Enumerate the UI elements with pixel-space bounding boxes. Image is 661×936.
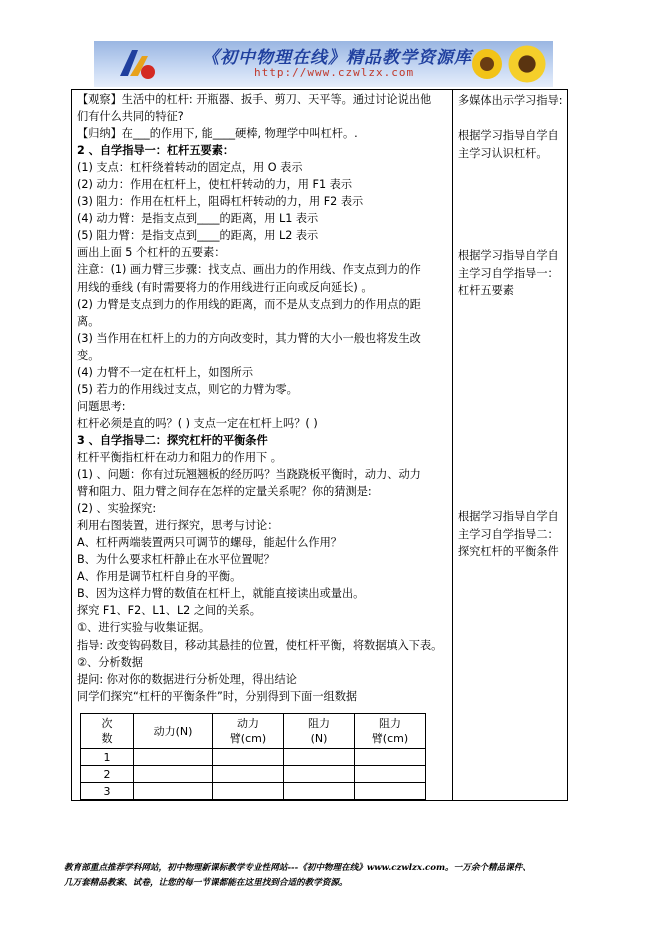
text-line: (4) 力臂不一定在杠杆上，如图所示 [77,365,254,379]
banner-title: 《初中物理在线》精品教学资源库 [202,48,472,68]
text-line: 同学们探究“杠杆的平衡条件”时，分别得到下面一组数据 [77,689,358,703]
side-note: 根据学习指导自学自主学习自学指导二：探究杠杆的平衡条件 [458,510,559,558]
text-line: (2) 力臂是支点到力的作用线的距离，而不是从支点到力的作用点的距 [77,297,421,311]
text-line: (2) 动力：作用在杠杆上，使杠杆转动的力，用 F1 表示 [77,178,353,192]
header-banner [94,41,553,87]
section-heading: 3 、自学指导二：探究杠杆的平衡条件 [77,433,268,447]
text-line: A、作用是调节杠杆自身的平衡。 [77,570,242,584]
text-line: 【归纳】在___的作用下, 能____硬棒, 物理学中叫杠杆。. [77,127,358,141]
table-cell [355,783,426,800]
table-cell [213,766,284,783]
table-cell: 3 [81,783,134,800]
table-row [81,749,426,766]
table-cell: 1 [81,749,134,766]
table-cell [284,749,355,766]
sunflower-icon [470,47,504,81]
text-line: 画出上面 5 个杠杆的五要素： [77,246,226,260]
text-line: (5) 若力的作用线过支点，则它的力臂为零。 [77,382,298,396]
text-line: 变。 [77,348,100,362]
text-line: ①、进行实验与收集证据。 [77,621,211,635]
table-cell [134,749,213,766]
data-table [80,713,426,800]
text-line: 【观察】生活中的杠杆: 开瓶器、扳手、剪刀、天平等。通过讨论说出他 [77,93,432,106]
side-note: 多媒体出示学习指导: [458,94,563,107]
text-line: 利用右图装置，进行探究，思考与讨论： [77,519,279,533]
text-line: (3) 阻力：作用在杠杆上，阻碍杠杆转动的力，用 F2 表示 [77,195,364,209]
side-note: 根据学习指导自学自主学习自学指导一：杠杆五要素 [458,249,559,297]
text-line: 注意：(1) 画力臂三步骤：找支点、画出力的作用线、作支点到力的作 [77,263,421,277]
text-line: (2) 、实验探究: [77,502,157,516]
text-line: (1) 支点：杠杆绕着转动的固定点，用 O 表示 [77,161,303,175]
text-line: 提问: 你对你的数据进行分析处理，得出结论 [77,672,297,686]
footer-line: 几万套精品教案、试卷，让您的每一节课都能在这里找到合适的教学资源。 [64,878,348,888]
table-header: 动力(N) [134,714,213,749]
site-logo-icon [116,46,158,82]
text-line: 杠杆平衡指杠杆在动力和阻力的作用下 。 [77,450,282,464]
main-column [77,91,449,705]
footer-line: 教育部重点推荐学科网站，初中物理新课标教学专业性网站---《初中物理在线》www.czwlzx.com。一万余个精品课件、 [64,863,531,873]
table-cell [134,766,213,783]
text-line: (4) 动力臂：是指支点到____的距离，用 L1 表示 [77,212,319,226]
table-header: 阻力 臂(cm) [355,714,426,749]
table-cell [355,766,426,783]
table-cell [213,749,284,766]
table-header: 阻力 (N) [284,714,355,749]
text-line: B、为什么要求杠杆静止在水平位置呢？ [77,553,275,567]
table-cell [355,749,426,766]
text-line: (5) 阻力臂：是指支点到____的距离，用 L2 表示 [77,229,319,243]
side-note: 根据学习指导自学自主学习认识杠杆。 [458,129,559,160]
banner-url: http://www.czwlzx.com [254,66,415,79]
text-line: B、因为这样力臂的数值在杠杆上，就能直接读出或量出。 [77,587,365,601]
table-cell [213,783,284,800]
table-cell [134,783,213,800]
text-line: ②、分析数据 [77,655,143,669]
text-line: (3) 当作用在杠杆上的力的方向改变时，其力臂的大小一般也将发生改 [77,331,421,345]
text-line: 用线的垂线 (有时需要将力的作用线进行正向或反向延长) 。 [77,280,373,294]
text-line: 离。 [77,314,100,328]
text-line: (1) 、问题：你有过玩翘翘板的经历吗？当跷跷板平衡时，动力、动力 [77,468,421,482]
page-footer [64,861,604,891]
text-line: 指导: 改变钩码数目，移动其悬挂的位置，使杠杆平衡，将数据填入下表。 [77,638,443,652]
text-line: A、杠杆两端装置两只可调节的螺母，能起什么作用？ [77,536,342,550]
table-cell [284,783,355,800]
text-line: 杠杆必须是直的吗？( ) 支点一定在杠杆上吗？( ) [77,416,318,430]
text-line: 探究 F1、F2、L1、L2 之间的关系。 [77,604,261,618]
table-cell [284,766,355,783]
table-cell: 2 [81,766,134,783]
column-divider [452,89,453,801]
table-header: 次 数 [81,714,134,749]
table-row [81,766,426,783]
text-line: 臂和阻力、阻力臂之间存在怎样的定量关系呢？你的猜测是: [77,485,372,499]
text-line: 们有什么共同的特征? [77,110,184,124]
text-line: 问题思考: [77,399,126,413]
section-heading: 2 、自学指导一：杠杆五要素： [77,144,235,158]
sunflower-icon [506,43,548,85]
table-header: 动力 臂(cm) [213,714,284,749]
table-row [81,783,426,800]
